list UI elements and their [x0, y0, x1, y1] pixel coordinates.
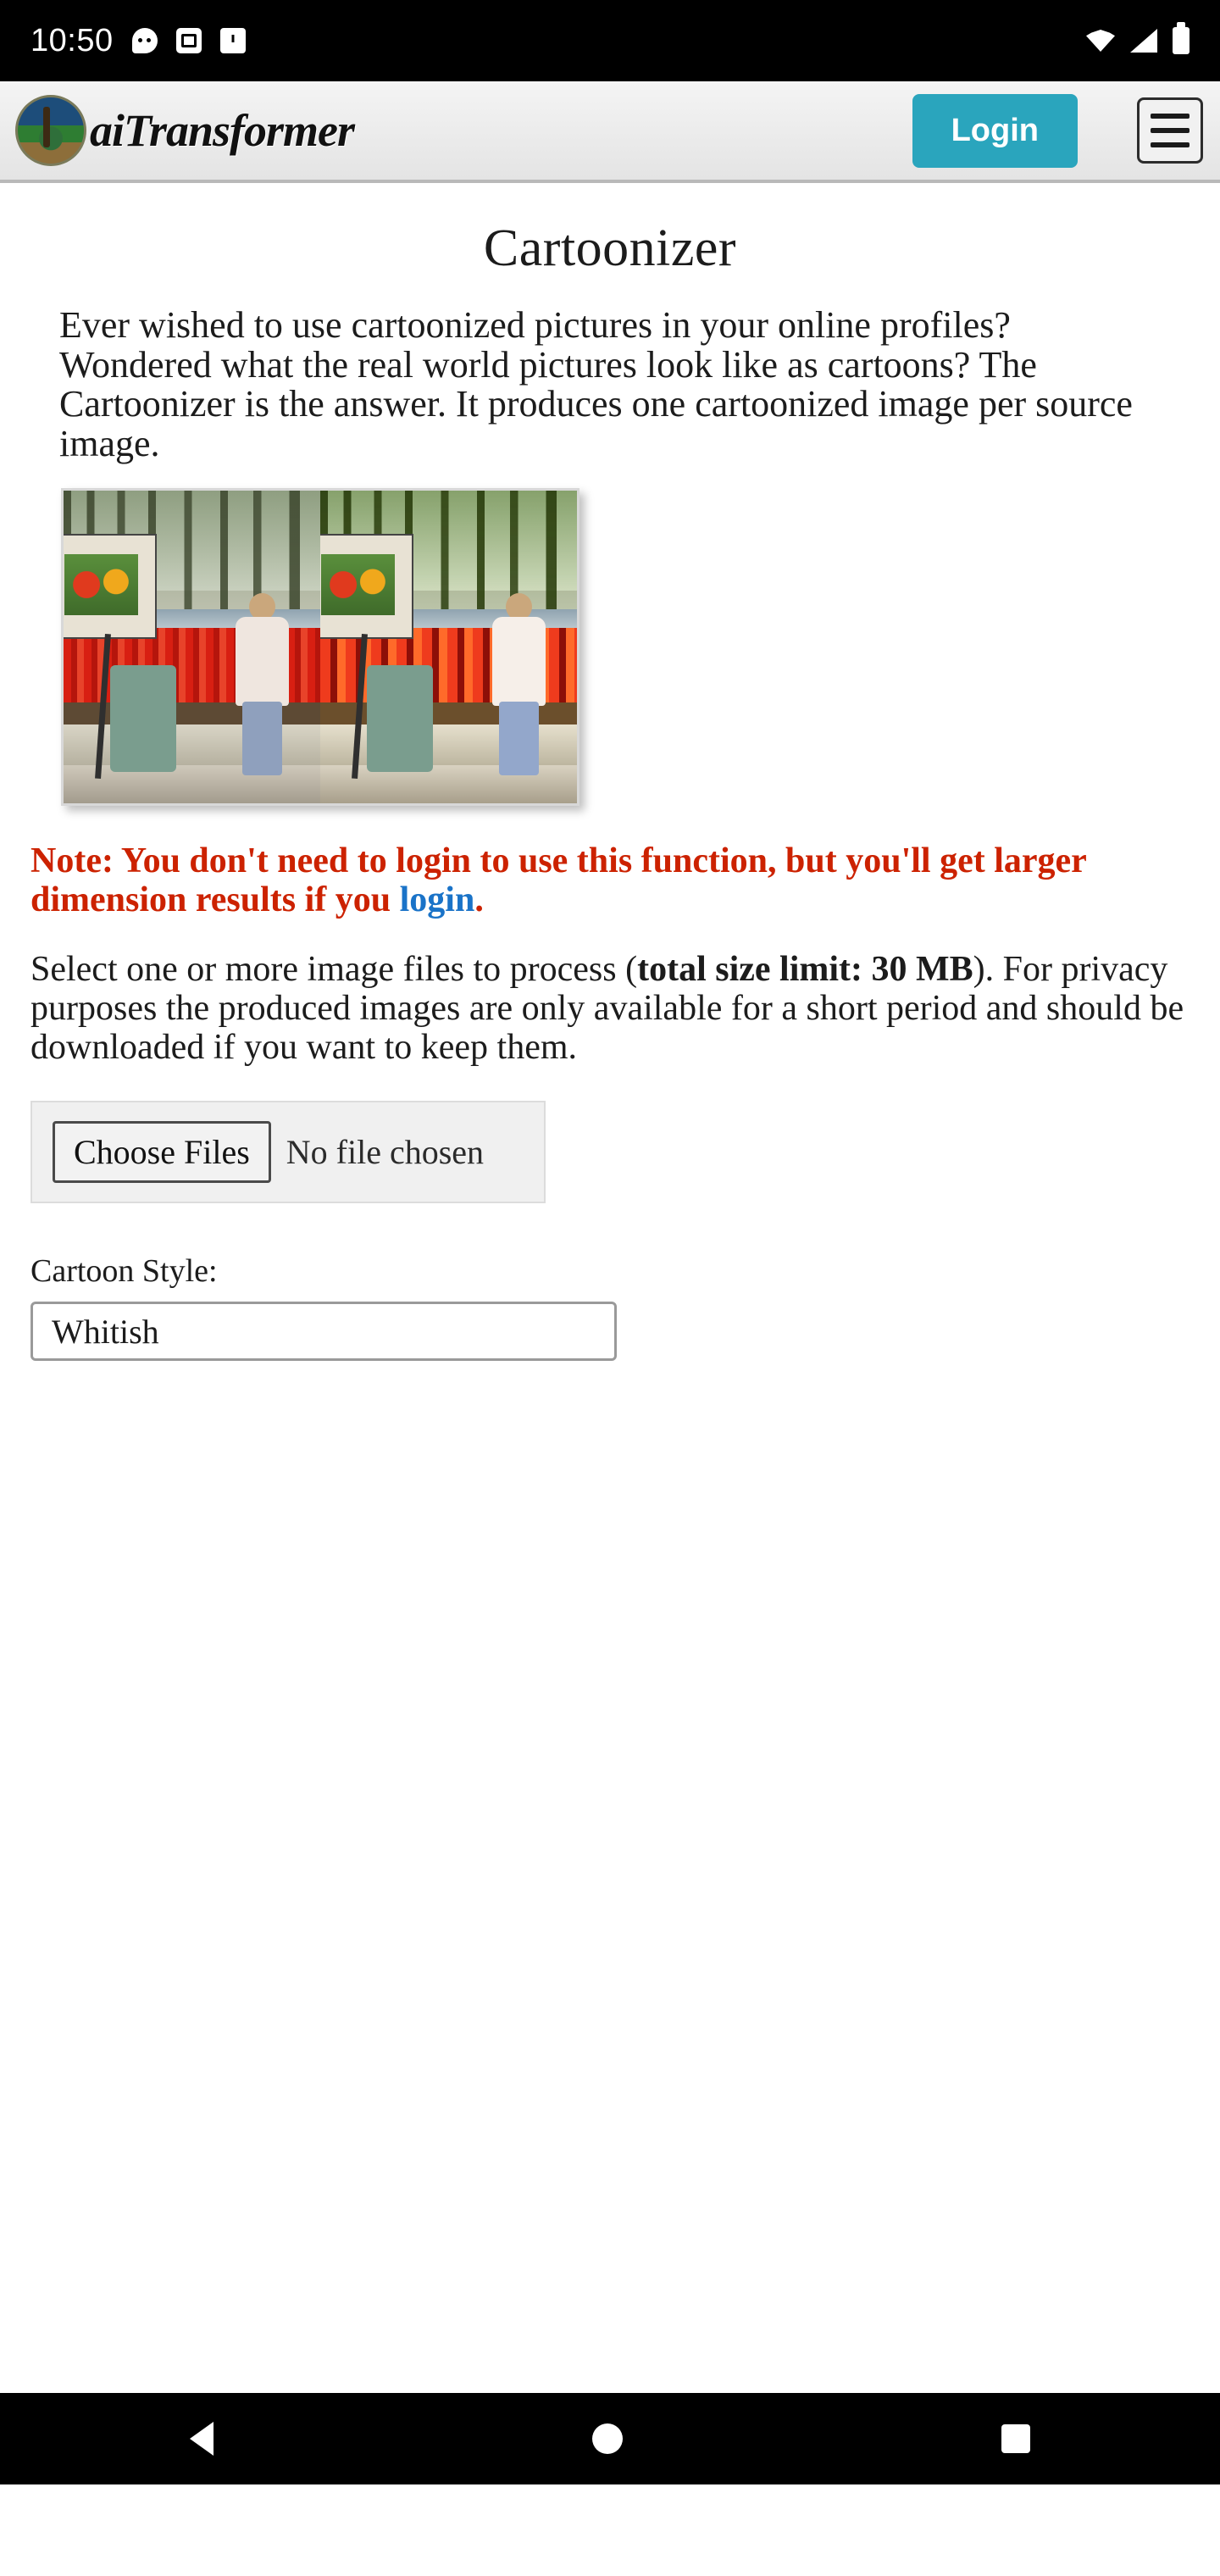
page-content [0, 183, 1220, 2484]
login-button[interactable]: Login [912, 94, 1078, 168]
android-nav-bar [0, 2393, 1220, 2484]
tree-circle-logo-icon [15, 95, 86, 166]
status-bar-left [30, 23, 246, 59]
note-text-prefix: Note: You don't need to login to use this function, but you'll get larger dimension results if you [30, 841, 1087, 919]
sample-image-pair [61, 488, 1161, 806]
cartoon-style-value: Whitish [52, 1312, 159, 1351]
sample-original-image [64, 491, 320, 803]
choose-files-button[interactable]: Choose Files [53, 1121, 271, 1183]
screenshot-icon [176, 28, 202, 53]
brand-name: aiTransformer [90, 105, 355, 156]
size-limit-text: total size limit: 30 MB [637, 949, 973, 989]
status-bar-right [1086, 27, 1190, 54]
android-status-bar [0, 0, 1220, 81]
hamburger-menu-icon[interactable] [1137, 97, 1203, 164]
cartoon-style-select[interactable] [30, 1302, 617, 1361]
sample-images [61, 488, 580, 806]
cartoon-style-label: Cartoon Style: [30, 1253, 218, 1290]
brand-link[interactable] [15, 95, 912, 166]
home-circle-icon[interactable] [592, 2423, 623, 2454]
upload-description [0, 950, 1220, 1068]
login-link[interactable]: login [399, 880, 475, 919]
desc-part-1: Select one or more image files to process ( [30, 949, 638, 989]
back-triangle-icon[interactable] [190, 2422, 214, 2456]
intro-paragraph: Ever wished to use cartoonized pictures in your online profiles? Wondered what the real world pictures look like as cartoons? The Cartoonizer is the answer. It produces one cartoonized image per source image. [59, 304, 1133, 464]
battery-icon [1173, 27, 1190, 54]
clock-app-icon [220, 28, 246, 53]
note-text-suffix: . [474, 880, 484, 919]
login-note [0, 841, 1220, 919]
file-upload-row[interactable] [30, 1101, 546, 1203]
desc-part-2: ). For privacy purposes the produced images are only available for a short period and should be downloaded if you want to keep them. [30, 949, 1184, 1068]
site-header [0, 81, 1220, 183]
wifi-icon [1086, 30, 1115, 52]
message-icon [132, 28, 158, 53]
recents-square-icon[interactable] [1001, 2424, 1030, 2453]
sample-cartoonized-image [320, 491, 577, 803]
signal-icon [1130, 29, 1157, 53]
file-chosen-status: No file chosen [286, 1133, 485, 1172]
status-clock: 10:50 [30, 22, 114, 58]
page-title: Cartoonizer [483, 219, 737, 277]
